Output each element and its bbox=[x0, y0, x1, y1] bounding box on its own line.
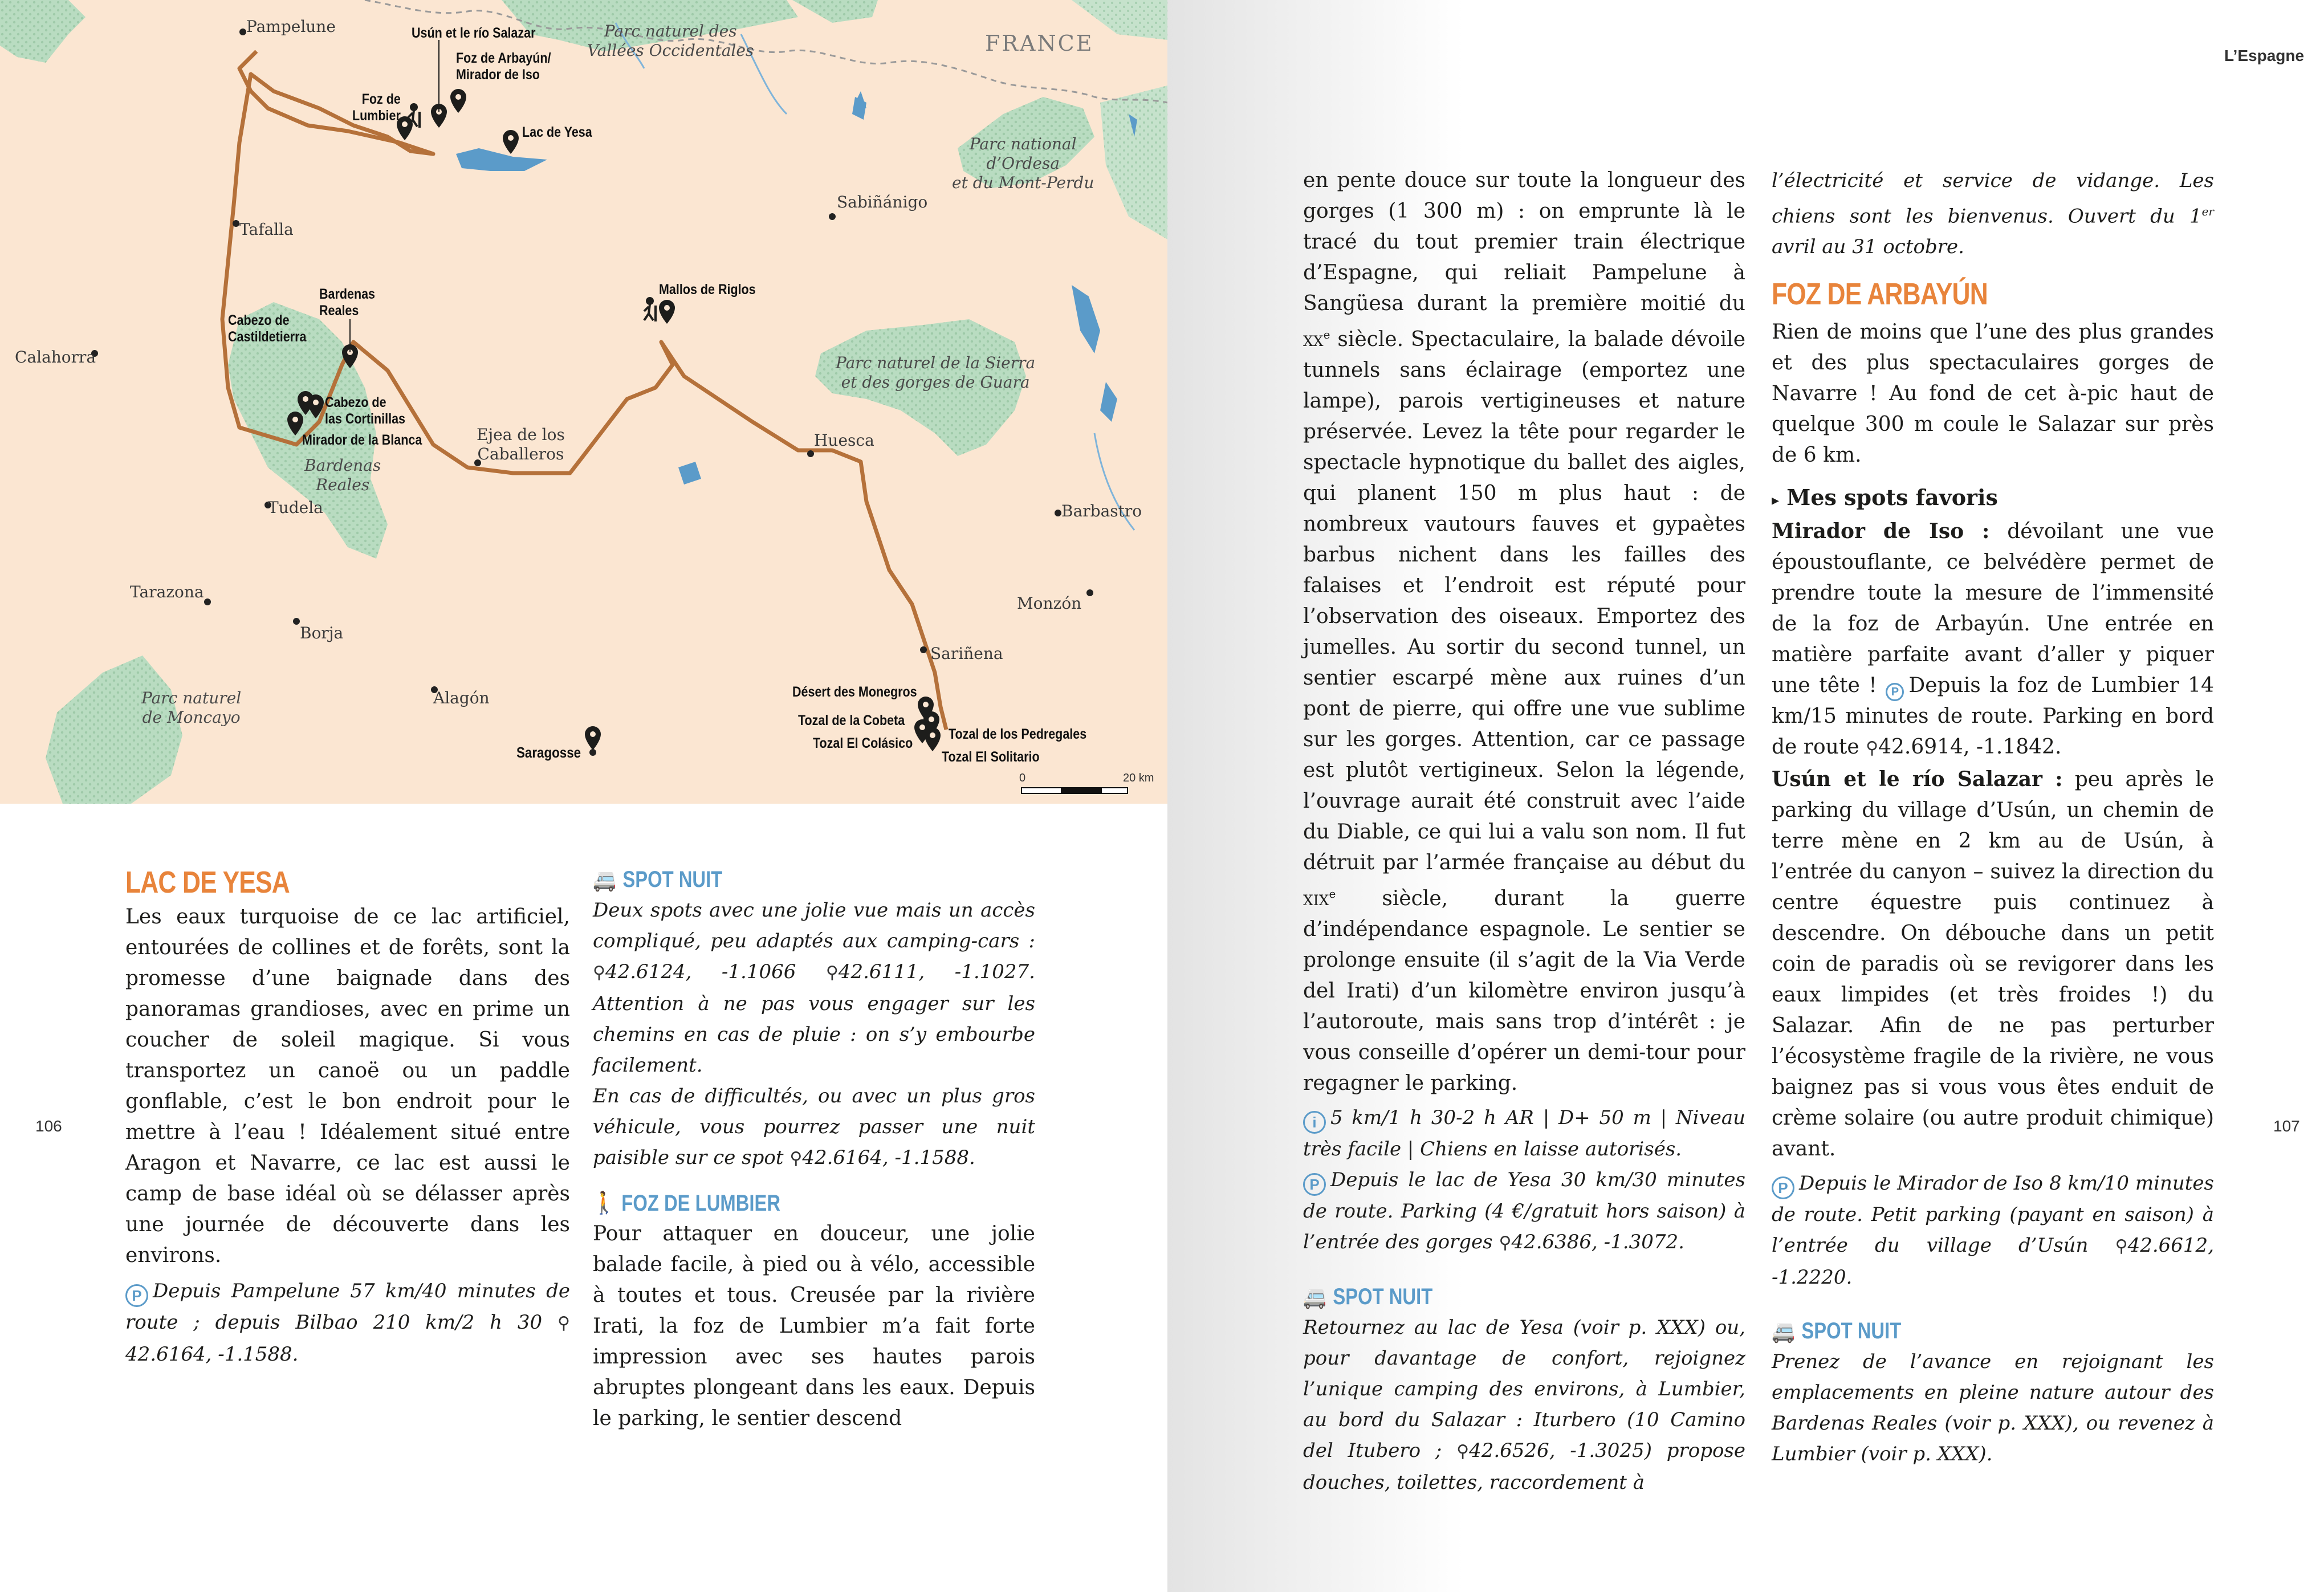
lac-yesa-access: P Depuis Pampelune 57 km/40 minutes de route ; depuis Bilbao 210 km/2 h 30 ⚲ 42.6164, -1.1588. bbox=[125, 1280, 571, 1366]
dot-monzon bbox=[1086, 589, 1093, 596]
dot-borja bbox=[293, 618, 300, 625]
lake-east1 bbox=[1072, 285, 1100, 353]
heading-spot-nuit: 🚐 SPOT NUIT bbox=[593, 864, 955, 895]
park-east bbox=[1100, 85, 1167, 239]
hiker-icon: 🚶 bbox=[593, 1191, 615, 1215]
heading-foz-lumbier: 🚶 FOZ DE LUMBIER bbox=[593, 1188, 955, 1219]
section-lac-yesa bbox=[125, 864, 570, 1370]
city-monzon: Monzón bbox=[1017, 594, 1082, 613]
spot-nuit-2-text-cont: l’électricité et service de vidange. Les chiens sont les bienvenus. Ouvert du 1er avril au 31 octobre. bbox=[1772, 169, 2214, 259]
hiker-mallos-head bbox=[647, 298, 653, 304]
park-top-strip bbox=[792, 0, 878, 23]
city-borja: Borja bbox=[300, 624, 344, 642]
pin-solitario bbox=[925, 727, 941, 751]
map-label-france: FRANCE bbox=[985, 31, 1094, 56]
dot-tafalla bbox=[233, 220, 239, 227]
dot-sarinena bbox=[920, 646, 927, 653]
spot-lumbier: Foz de Lumbier bbox=[352, 91, 401, 124]
gps-pin-icon: ⚲ bbox=[1456, 1442, 1470, 1461]
park-label-moncayo: Parc naturel de Moncayo bbox=[141, 689, 242, 727]
favorites-heading: ▸ Mes spots favoris bbox=[1772, 484, 1998, 511]
city-barbastro: Barbastro bbox=[1061, 502, 1142, 520]
page-number-left: 106 bbox=[35, 1117, 62, 1135]
heading-foz-arbayun: FOZ DE ARBAYÚN bbox=[1772, 277, 1988, 312]
spot-mallos: Mallos de Riglos bbox=[659, 282, 756, 298]
pin-saragosse bbox=[585, 726, 601, 750]
spot-monegros: Désert des Monegros bbox=[792, 684, 917, 700]
lac-yesa-body: Les eaux turquoise de ce lac artificiel, entourées de collines et de forêts, sont la promesse d’une baignade dans des panoramas grandioses, avec en prime un coucher de soleil magique. Si vous transportez un canoë ou un paddle gonflable, c’est le bon endroit pour le mettre à l’eau ! Idéalement situé entre Aragon et Navarre, ce lac est aussi le camp de base idéal où se délasser après une journée de découverte dans les environs. bbox=[125, 905, 570, 1267]
spot-nuit-3-text: Prenez de l’avance en rejoignant les emplacements en pleine nature autour des Bardenas Reales (voir p. XXX), ou revenez à Lumbier (voir p. XXX). bbox=[1772, 1350, 2214, 1466]
dot-tarazona bbox=[204, 598, 211, 605]
parking-icon: P bbox=[1303, 1173, 1326, 1196]
lake-small1 bbox=[678, 462, 701, 484]
city-alagon: Alagón bbox=[433, 689, 490, 707]
van-icon: 🚐 bbox=[1303, 1284, 1326, 1309]
triangle-bullet-icon: ▸ bbox=[1772, 492, 1780, 510]
city-tarazona: Tarazona bbox=[130, 583, 204, 601]
mirador-iso-text: Mirador de Iso : dévoilant une vue époustouflante, ce belvédère permet de prendre toute la mesure de l’immensité de la foz de Arbayún. Une entrée en matière parfaite avant d’aller y piquer une tête ! P Depuis la foz de Lumbier 14 km/15 minutes de route. Parking en bord de route ⚲42.6914, -1.1842. bbox=[1772, 519, 2214, 759]
city-sarinena: Sariñena bbox=[930, 644, 1003, 663]
hiker-lumbier-head bbox=[411, 104, 417, 110]
park-label-valles: Parc naturel des Vallées Occidentales bbox=[587, 22, 754, 60]
park-valles-west bbox=[0, 0, 86, 63]
spot-blanca: Mirador de la Blanca bbox=[302, 432, 422, 448]
spot-bardenas: Bardenas Reales bbox=[319, 286, 375, 319]
city-tudela: Tudela bbox=[268, 498, 323, 517]
spot-solitario: Tozal El Solitario bbox=[942, 749, 1040, 765]
dot-sabinanigo bbox=[829, 213, 836, 220]
spot-nuit-text: Deux spots avec une jolie vue mais un accès compliqué, peu adaptés aux camping-cars : ⚲42.6124, -1.1066 ⚲42.6111, -1.1027. Attention à ne pas vous engager sur les chemins en cas de pluie : on s’y embourbe facilement. bbox=[593, 899, 1035, 1077]
dot-huesca bbox=[807, 450, 814, 457]
usun-text: Usún et le río Salazar : peu après le parking du village d’Usún, un chemin de terre mène en 2 km au de Usún, à l’entrée du canyon – suivez la direction du centre équestre puis continuez à descendre. On débouche dans un petit coin de paradis où se revigorer dans les eaux limpides (et très froides !) du Salazar. Afin de ne pas perturber l’écosystème fragile de la rivière, ne vous baignez pas si vous vous êtes enduit de crème solaire (ou autre produit chimique) avant. bbox=[1772, 767, 2214, 1161]
van-icon: 🚐 bbox=[1772, 1318, 1795, 1344]
parking-icon: P bbox=[1772, 1176, 1794, 1199]
parking-icon: P bbox=[125, 1284, 148, 1307]
spot-cortinillas: Cabezo de las Cortinillas bbox=[325, 394, 405, 427]
spot-yesa: Lac de Yesa bbox=[522, 124, 592, 140]
info-icon: i bbox=[1303, 1111, 1326, 1134]
city-saragosse: Saragosse bbox=[516, 744, 581, 761]
spot-pedregales: Tozal de los Pedregales bbox=[949, 726, 1087, 742]
parking-icon: P bbox=[1886, 683, 1904, 701]
lake-yesa bbox=[456, 148, 547, 171]
city-tafalla: Tafalla bbox=[239, 220, 294, 239]
spot-arbayun: Foz de Arbayún/ Mirador de Iso bbox=[456, 50, 551, 83]
right-column-1 bbox=[1303, 165, 1745, 1498]
van-icon: 🚐 bbox=[593, 867, 616, 892]
heading-spot-nuit-2: 🚐 SPOT NUIT bbox=[1303, 1281, 1666, 1312]
gps-pin-icon: ⚲ bbox=[1499, 1233, 1512, 1253]
dot-barbastro bbox=[1055, 510, 1061, 516]
park-label-guara: Parc naturel de la Sierra et des gorges de Guara bbox=[836, 353, 1036, 392]
heading-spot-nuit-3: 🚐 SPOT NUIT bbox=[1772, 1316, 2134, 1346]
right-column-2 bbox=[1772, 165, 2214, 1469]
map-graphics bbox=[0, 0, 1167, 804]
hiker-mallos-body bbox=[644, 304, 656, 321]
foz-lumbier-access: P Depuis le lac de Yesa 30 km/30 minutes de route. Parking (4 €/gratuit hors saison) à l’entrée des gorges ⚲42.6386, -1.3072. bbox=[1303, 1168, 1745, 1253]
scale-bar bbox=[1021, 788, 1128, 793]
lake-east2 bbox=[1100, 382, 1117, 422]
foz-arbayun-intro: Rien de moins que l’une des plus grandes et des plus spectaculaires gorges de Navarre ! Au fond de cet à-pic haut de quelque 300 m coule le Salazar sur près de 6 km. bbox=[1772, 320, 2214, 467]
gps-pin-icon: ⚲ bbox=[557, 1313, 571, 1333]
spot-colasico: Tozal El Colásico bbox=[813, 735, 913, 751]
pin-mallos bbox=[659, 300, 675, 324]
pin-yesa bbox=[503, 130, 519, 154]
city-calahorra: Calahorra bbox=[15, 348, 96, 367]
usun-access: P Depuis le Mirador de Iso 8 km/10 minutes de route. Petit parking (payant en saison) à l’entrée du village d’Usún ⚲42.6612, -1.2220. bbox=[1772, 1172, 2214, 1289]
gps-pin-icon: ⚲ bbox=[825, 963, 839, 983]
scale-zero: 0 bbox=[1019, 772, 1026, 784]
gps-pin-icon: ⚲ bbox=[789, 1149, 803, 1168]
dot-pampelune bbox=[239, 28, 246, 35]
city-huesca: Huesca bbox=[814, 431, 874, 450]
spot-nuit-text2: En cas de difficultés, ou avec un plus gros véhicule, vous pourrez passer une nuit paisible sur ce spot ⚲42.6164, -1.1588. bbox=[593, 1085, 1035, 1169]
gps-pin-icon: ⚲ bbox=[1866, 738, 1879, 759]
running-head: L’Espagne bbox=[2224, 47, 2305, 64]
spot-nuit-2-text: Retournez au lac de Yesa (voir p. XXX) ou, pour davantage de confort, rejoignez l’unique camping des environs, à Lumbier, au bord du Salazar : Iturbero (10 Camino del Itubero ; ⚲42.6526, -1.3025) propose douches, toilettes, raccordement à bbox=[1303, 1316, 1746, 1494]
gps-pin-icon: ⚲ bbox=[2115, 1236, 2128, 1257]
spot-castildetierra: Cabezo de Castildetierra bbox=[228, 312, 307, 345]
route-map bbox=[0, 0, 1167, 804]
spot-usun: Usún et le río Salazar bbox=[412, 25, 536, 41]
city-sabinanigo: Sabiñánigo bbox=[837, 193, 928, 211]
foz-lumbier-info: i 5 km/1 h 30-2 h AR | D+ 50 m | Niveau très facile | Chiens en laisse autorisés. bbox=[1303, 1106, 1745, 1161]
city-pampelune: Pampelune bbox=[246, 17, 336, 36]
foz-lumbier-body: Pour attaquer en douceur, une jolie balade facile, à pied ou à vélo, accessible à toutes et tous. Creusée par la rivière Irati, la foz de Lumbier m’a fait forte impression avec ses hautes parois abruptes plongeant dans les eaux. Depuis le parking, le sentier descend bbox=[593, 1222, 1035, 1430]
page-number-right: 107 bbox=[2273, 1117, 2300, 1135]
pin-arbayun bbox=[450, 89, 466, 113]
gps-pin-icon: ⚲ bbox=[593, 963, 605, 983]
park-label-ordesa: Parc national d’Ordesa et du Mont-Perdu bbox=[952, 135, 1094, 192]
heading-lac-yesa: LAC DE YESA bbox=[125, 865, 290, 899]
foz-lumbier-body-cont: en pente douce sur toute la longueur des gorges (1 300 m) : on emprunte là le tracé du tout premier train électrique d’Espagne, qui reliait Pampelune à Sangüesa durant la première moitié du $xx^e$ siècle. Spectaculaire, la balade dévoile tunnels sans éclairage (emportez une lampe), parois vertigineuses et nature préservée. Levez la tête pour regarder le spectacle hypnotique du ballet des aigles, qui planent 150 m plus haut : de nombreux vautours fauves et gypaètes barbus nichent dans les failles des falaises et l’endroit est réputé pour l’observation des oiseaux. Emportez des jumelles. Au sortir du second tunnel, un sentier escarpé mène aux ruines d’un pont de pierre, qui offre une vue sublime sur les gorges. Attention, car ce passage est plutôt vertigineux. Selon la légende, l’ouvrage aurait été construit avec l’aide du Diable, ce qui lui a valu son nom. Il fut détruit par l’armée française au début du xix$^e$ siècle, durant la guerre d’indépendance espagnole. Le sentier se prolonge ensuite (il s’agit de la Via Verde del Irati) d’un kilomètre environ jusqu’à l’autoroute, mais sans trop d’intérêt : je vous conseille d’opérer un demi-tour pour regagner le parking. bbox=[1303, 169, 1745, 1095]
scale-km: 20 km bbox=[1123, 772, 1154, 784]
park-label-bardenas: Bardenas Reales bbox=[304, 456, 381, 494]
city-ejea: Ejea de los Caballeros bbox=[477, 425, 565, 463]
park-moncayo bbox=[46, 655, 182, 804]
spot-cobeta: Tozal de la Cobeta bbox=[798, 712, 905, 728]
section-spot-nuit-left bbox=[593, 864, 1035, 1434]
